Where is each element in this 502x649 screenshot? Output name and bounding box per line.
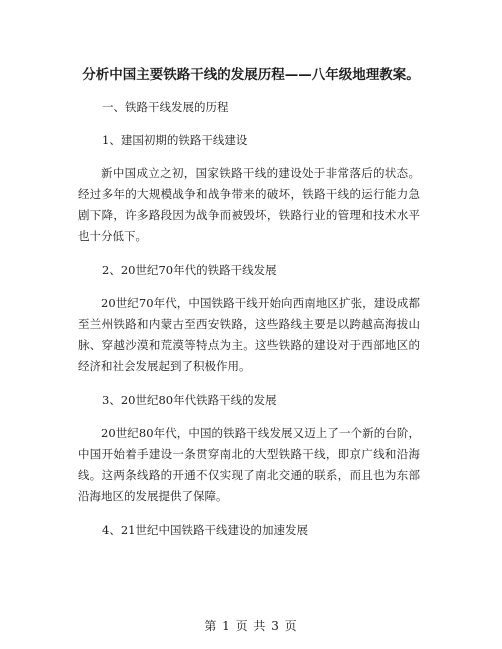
page-number-footer: 第 1 页 共 3 页 bbox=[204, 619, 298, 633]
subsection-paragraph-3: 20世纪80年代，中国的铁路干线发展又迈上了一个新的台阶，中国开始着手建设一条贯穿南北的大型铁路干线，即京广线和沿海线。这两条线路的开通不仅实现了南北交通的联系，而且也为东部沿海地区的发展提供了保障。 bbox=[78, 426, 420, 503]
subsection-heading-4: 4、21世纪中国铁路干线建设的加速发展 bbox=[102, 523, 308, 537]
document-title: 分析中国主要铁路干线的发展历程——八年级地理教案。 bbox=[82, 67, 420, 83]
document-body bbox=[78, 97, 420, 553]
subsection-paragraph-2: 20世纪70年代，中国铁路干线开始向西南地区扩张，建设成都至兰州铁路和内蒙古至西安铁路，这些路线主要是以跨越高海拔山脉、穿越沙漠和荒漠等特点为主。这些铁路的建设对于西部地区的经济和社会发展起到了积极作用。 bbox=[78, 296, 420, 373]
subsection-heading-1: 1、建国初期的铁路干线建设 bbox=[102, 133, 248, 147]
subsection-paragraph-1: 新中国成立之初，国家铁路干线的建设处于非常落后的状态。经过多年的大规模战争和战争带来的破坏，铁路干线的运行能力急剧下降，许多路段因为战争而被毁坏，铁路行业的管理和技术水平也十分低下。 bbox=[78, 166, 420, 243]
subsection-heading-3: 3、20世纪80年代铁路干线的发展 bbox=[102, 393, 277, 407]
subsection-heading-2: 2、20世纪70年代的铁路干线发展 bbox=[102, 263, 277, 277]
section-heading: 一、铁路干线发展的历程 bbox=[102, 100, 229, 114]
